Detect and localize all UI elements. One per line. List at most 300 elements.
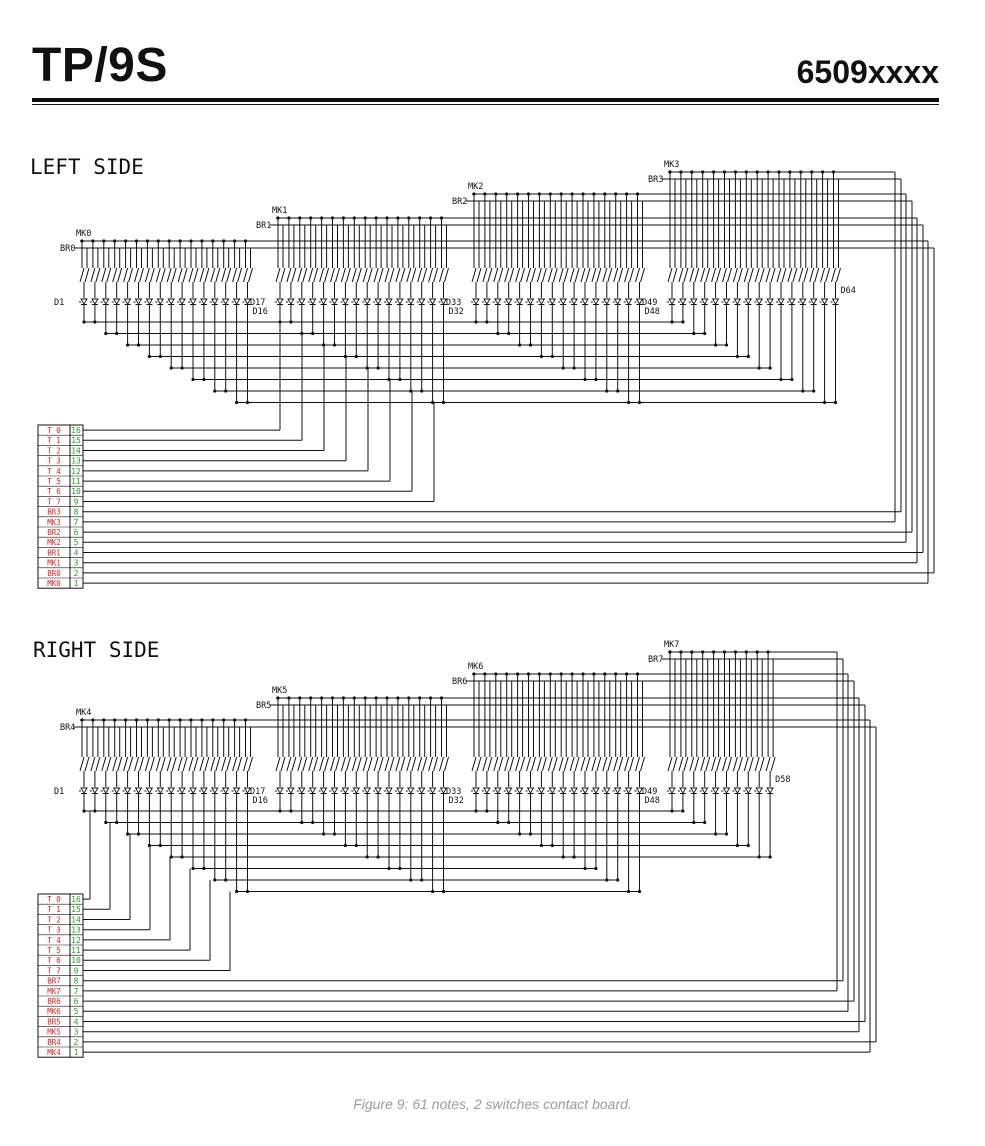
diode [286,299,294,312]
contact-switch [625,757,634,787]
junction-dot [309,216,312,219]
connector-pin-number: 8 [73,507,79,517]
junction-dot [418,696,421,699]
contact-switch [189,757,198,787]
junction-dot [681,809,684,812]
diode [504,788,512,801]
junction-dot [289,809,292,812]
junction-dot [322,832,325,835]
junction-dot [472,672,475,675]
diode [722,788,730,801]
contact-switch [233,268,242,298]
junction-dot [233,239,236,242]
junction-dot [581,192,584,195]
contact-switch [744,268,753,298]
diode [624,299,632,312]
junction-dot [157,239,160,242]
contact-switch [755,268,764,298]
junction-dot [562,855,565,858]
contact-switch [581,757,590,787]
junction-dot [148,844,151,847]
contact-switch [636,757,645,787]
diode [319,299,327,312]
mk-bus-label: MK3 [664,160,680,170]
junction-dot [377,366,380,369]
diode [591,788,599,801]
junction-dot [364,216,367,219]
diode-label-first: D17 [250,298,266,308]
contact-switch [80,757,89,787]
contact-switch [755,757,764,787]
junction-dot [311,821,314,824]
junction-dot [233,718,236,721]
diode [112,788,120,801]
junction-dot [82,809,85,812]
connector-pin-number: 16 [71,895,81,904]
junction-dot [690,170,693,173]
junction-dot [442,890,445,893]
junction-dot [80,718,83,721]
connector-pin-label: T 7 [47,966,61,976]
diode [700,299,708,312]
junction-dot [529,343,532,346]
junction-dot [494,672,497,675]
contact-switch [516,268,525,298]
diode [591,299,599,312]
group-3-diodes [642,268,856,312]
junction-dot [385,216,388,219]
junction-dot [246,890,249,893]
junction-dot [788,170,791,173]
junction-dot [801,389,804,392]
contact-switch [331,268,340,298]
diode-label-last: D16 [252,796,268,806]
contact-switch [276,268,285,298]
diode [90,788,98,801]
diode [166,788,174,801]
contact-switch [679,268,688,298]
contact-switch [244,757,253,787]
contact-switch [341,757,350,787]
diode [678,788,686,801]
junction-dot [474,809,477,812]
contact-switch [113,268,122,298]
right-side-title: RIGHT SIDE [33,638,160,662]
diode [624,788,632,801]
junction-dot [703,332,706,335]
contact-switch [287,757,296,787]
diode [526,299,534,312]
junction-dot [353,696,356,699]
mk-bus-label: MK0 [76,229,92,239]
diode [134,299,142,312]
diode [275,299,283,312]
diode [765,788,773,801]
connector-pin-number: 10 [71,487,81,497]
diode [406,299,414,312]
contact-switch [723,268,732,298]
junction-dot [211,239,214,242]
diode [547,299,555,312]
junction-dot [712,170,715,173]
junction-dot [126,343,129,346]
junction-dot [701,650,704,653]
junction-dot [496,332,499,335]
contact-switch [200,268,209,298]
junction-dot [747,355,750,358]
junction-dot [409,878,412,881]
contact-switch [559,757,568,787]
diode [155,788,163,801]
connector-pin-number: 1 [73,579,79,588]
contact-switch [167,268,176,298]
junction-dot [540,355,543,358]
diode-label-last: D48 [644,307,660,317]
contact-switch [636,268,645,298]
contact-switch [222,757,231,787]
junction-dot [113,718,116,721]
contact-switch [91,757,100,787]
junction-dot [91,239,94,242]
junction-dot [769,366,772,369]
connector-pin-label: T 2 [47,915,61,925]
connector-pin-number: 6 [73,997,79,1006]
junction-dot [538,192,541,195]
junction-dot [159,844,162,847]
contact-switch [614,268,623,298]
contact-switch [559,268,568,298]
group-3-diodes [642,757,790,801]
br-bus-label: BR6 [452,677,468,687]
connector-pin-label: BR5 [47,1017,61,1027]
connector-pin-label: MK6 [47,1007,61,1017]
junction-dot [810,170,813,173]
diode [831,299,839,312]
mk-bus-label: MK2 [468,182,484,192]
contact-switch [156,757,165,787]
group-2-busses [83,662,854,1011]
diode-label-last: D48 [644,796,660,806]
diode [776,299,784,312]
diode [90,299,98,312]
diode [373,299,381,312]
contact-switch [483,268,492,298]
contact-switch [145,757,154,787]
junction-dot [594,378,597,381]
diode [134,788,142,801]
contact-switch [701,757,710,787]
junction-dot [756,170,759,173]
group-2-diodes [446,268,660,317]
junction-dot [398,867,401,870]
contact-switch [810,268,819,298]
contact-switch [385,757,394,787]
contact-switch [472,268,481,298]
contact-switch [363,268,372,298]
left-side-title: LEFT SIDE [30,155,144,179]
contact-switch [309,268,318,298]
junction-dot [244,239,247,242]
junction-dot [769,855,772,858]
junction-dot [518,343,521,346]
junction-dot [670,320,673,323]
br-bus-label: BR4 [60,723,76,733]
connector-pin-number: 3 [73,558,79,568]
connector-pin-number: 11 [71,477,81,486]
connector-pin-label: T 1 [47,905,61,915]
junction-dot [91,718,94,721]
contact-switch [374,757,383,787]
junction-dot [832,170,835,173]
br-bus-label: BR0 [60,244,76,254]
junction-dot [429,216,432,219]
contact-switch [211,268,220,298]
diode [232,299,240,312]
junction-dot [396,696,399,699]
junction-dot [516,192,519,195]
junction-dot [668,170,671,173]
diode [123,788,131,801]
junction-dot [420,389,423,392]
junction-dot [540,844,543,847]
diode [482,299,490,312]
diode [199,788,207,801]
junction-dot [355,844,358,847]
connector-pin-label: T 0 [47,895,61,904]
contact-switch [178,268,187,298]
junction-dot [385,696,388,699]
junction-dot [331,216,334,219]
diode [123,299,131,312]
junction-dot [170,366,173,369]
junction-dot [625,192,628,195]
junction-dot [614,192,617,195]
junction-dot [135,239,138,242]
junction-dot [222,239,225,242]
diode [536,299,544,312]
diode [221,788,229,801]
connector-pin-number: 1 [73,1048,79,1057]
junction-dot [431,890,434,893]
junction-dot [690,650,693,653]
junction-dot [407,216,410,219]
contact-switch [167,757,176,787]
junction-dot [614,672,617,675]
diode-label-first: D49 [642,298,658,308]
connector-pin-label: MK5 [47,1027,61,1037]
diode [417,788,425,801]
connector-pin-label: MK2 [47,538,61,548]
junction-dot [549,672,552,675]
junction-dot [124,239,127,242]
contact-switch [690,268,699,298]
junction-dot [483,192,486,195]
connector-pin-number: 16 [71,426,81,435]
diode [79,299,87,312]
junction-dot [246,401,249,404]
contact-switch [766,757,775,787]
contact-switch [733,757,742,787]
diode-label-first: D33 [446,298,462,308]
diode [558,788,566,801]
junction-dot [213,389,216,392]
connector-pin-number: 5 [73,538,79,548]
junction-dot [353,216,356,219]
diode [820,299,828,312]
junction-dot [191,867,194,870]
junction-dot [191,378,194,381]
junction-dot [200,239,203,242]
contact-switch [211,757,220,787]
diode [765,299,773,312]
diode [319,788,327,801]
junction-dot [701,170,704,173]
junction-dot [562,366,565,369]
contact-switch [679,757,688,787]
junction-dot [638,890,641,893]
junction-dot [496,821,499,824]
diode [504,299,512,312]
junction-dot [627,890,630,893]
connector-pin-label: T 4 [47,466,61,476]
junction-dot [679,650,682,653]
diode [732,299,740,312]
junction-dot [712,650,715,653]
junction-dot [758,366,761,369]
junction-dot [670,809,673,812]
diode [395,299,403,312]
junction-dot [505,672,508,675]
junction-dot [157,718,160,721]
junction-dot [779,378,782,381]
junction-dot [213,878,216,881]
diode [493,788,501,801]
contact-switch [276,757,285,787]
diode [177,299,185,312]
junction-dot [244,718,247,721]
junction-dot [527,672,530,675]
junction-dot [398,378,401,381]
group-1-diodes [250,757,464,806]
junction-dot [714,832,717,835]
connector-pin-number: 8 [73,976,79,986]
connector-pin-number: 12 [71,935,81,945]
junction-dot [594,867,597,870]
junction-dot [146,239,149,242]
junction-dot [723,650,726,653]
junction-dot [571,672,574,675]
junction-dot [287,216,290,219]
connector-pin-number: 14 [71,446,81,456]
contact-switch [832,268,841,298]
connector-pin-label: MK1 [47,558,61,568]
contact-switch [723,757,732,787]
junction-dot [407,696,410,699]
junction-dot [179,718,182,721]
diode [330,299,338,312]
group-0-diodes [54,757,268,806]
junction-dot [571,192,574,195]
diode [417,299,425,312]
connector-pin-number: 2 [73,1037,79,1047]
diode [362,788,370,801]
diode [155,299,163,312]
diode [526,788,534,801]
junction-dot [276,696,279,699]
connector-pin-number: 4 [73,1017,79,1027]
connector-pin-label: T 5 [47,946,61,955]
junction-dot [758,855,761,858]
junction-dot [692,332,695,335]
junction-dot [124,718,127,721]
contact-switch [407,268,416,298]
junction-dot [377,855,380,858]
contact-switch [505,268,514,298]
junction-dot [679,170,682,173]
contact-switch [570,757,579,787]
contact-switch [178,757,187,787]
junction-dot [333,343,336,346]
junction-dot [592,672,595,675]
connector-pin-number: 9 [73,497,79,507]
connector-pin-number: 10 [71,956,81,966]
junction-dot [442,401,445,404]
contact-switch [744,757,753,787]
diode [232,788,240,801]
junction-dot [135,718,138,721]
junction-dot [627,401,630,404]
junction-dot [278,809,281,812]
junction-dot [638,401,641,404]
diode [428,788,436,801]
contact-switch [113,757,122,787]
junction-dot [320,216,323,219]
contact-switch [352,757,361,787]
contact-switch [614,757,623,787]
diode-label-last: D32 [448,307,464,317]
group-3-busses [83,160,901,522]
junction-dot [93,320,96,323]
contact-switch [298,268,307,298]
junction-dot [734,650,737,653]
connector-pin-number: 4 [73,548,79,558]
diode [667,299,675,312]
junction-dot [159,355,162,358]
junction-dot [211,718,214,721]
connector-pin-number: 3 [73,1027,79,1037]
diode [569,299,577,312]
junction-dot [440,696,443,699]
contact-switch [625,268,634,298]
junction-dot [168,718,171,721]
junction-dot [298,216,301,219]
diode [406,788,414,801]
junction-dot [80,239,83,242]
junction-dot [485,320,488,323]
junction-dot [344,355,347,358]
connector-pin-label: T 6 [47,956,61,966]
contact-switch [505,757,514,787]
contact-switch [396,757,405,787]
junction-dot [137,832,140,835]
diode [101,299,109,312]
junction-dot [82,320,85,323]
junction-dot [636,192,639,195]
contact-switch [603,757,612,787]
contact-switch [233,757,242,787]
document-title: TP/9S [32,39,168,92]
contact-switch [472,757,481,787]
